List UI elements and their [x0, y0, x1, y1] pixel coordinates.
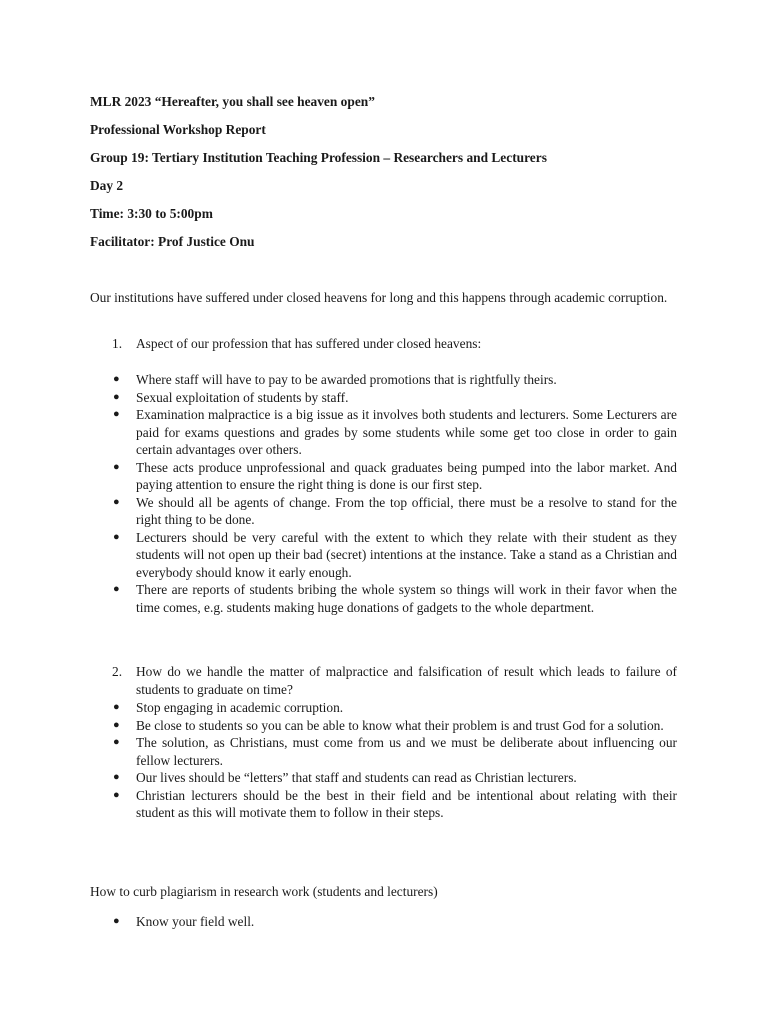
bullet-icon: ● — [113, 390, 120, 403]
bullet-icon: ● — [113, 788, 120, 801]
question-text: How do we handle the matter of malpractice and falsification of result which leads to failure of students to graduate on time? — [136, 664, 677, 697]
report-type: Professional Workshop Report — [90, 122, 266, 137]
intro-paragraph: Our institutions have suffered under closed heavens for long and this happens through academic corruption. — [90, 290, 668, 305]
list-item: ● The solution, as Christians, must come from us and we must be deliberate about influencing our fellow lecturers. — [113, 735, 677, 768]
section-1-question — [90, 335, 677, 353]
list-item: ● There are reports of students bribing the whole system so things will work in their favor when the time comes, e.g. students making huge donations of gadgets to the whole department. — [113, 582, 677, 615]
section-3-heading: How to curb plagiarism in research work (students and lecturers) — [90, 884, 438, 899]
list-item: ● Stop engaging in academic corruption. — [113, 700, 344, 715]
list-item: ● We should all be agents of change. From the top official, there must be a resolve to stand for the right thing to be done. — [113, 494, 677, 527]
bullet-icon: ● — [113, 771, 120, 783]
list-item: ● These acts produce unprofessional and quack graduates being pumped into the labor market. And paying attention to ensure the right thing is done is our first step. — [113, 459, 677, 492]
list-item: ● Be close to students so you can be able to know what their problem is and trust God for a solution. — [113, 717, 664, 733]
list-number: 1. — [112, 336, 123, 351]
section-3-bullets — [90, 913, 677, 931]
list-item: ● Our lives should be “letters” that staff and students can read as Christian lecturers. — [113, 770, 577, 785]
list-item: ● Examination malpractice is a big issue as it involves both students and lecturers. Some Lecturers are paid for exams questions and grades by some students while some get too close in order to gain certain advantages over others. — [113, 407, 677, 457]
time-label: Time: 3:30 to 5:00pm — [90, 206, 213, 221]
section-1-bullets — [90, 371, 677, 616]
list-number: 2. — [112, 664, 123, 679]
bullet-icon: ● — [113, 495, 120, 508]
list-item: ● Sexual exploitation of students by staff. — [113, 389, 349, 405]
list-item: ● Lecturers should be very careful with the extent to which they relate with their student as they students will not open up their bad (secret) intentions at the instance. Take a stand as a Christian and everybody should know it early enough. — [113, 529, 677, 580]
bullet-icon: ● — [113, 915, 120, 927]
bullet-icon: ● — [113, 718, 120, 731]
section-2-question — [90, 663, 677, 698]
bullet-icon: ● — [113, 701, 120, 713]
facilitator-label: Facilitator: Prof Justice Onu — [90, 234, 255, 249]
bullet-icon: ● — [113, 583, 120, 595]
list-item: ● Know your field well. — [113, 914, 255, 929]
group-title: Group 19: Tertiary Institution Teaching Profession – Researchers and Lecturers — [90, 150, 547, 165]
day-label: Day 2 — [90, 178, 124, 193]
report-header — [90, 92, 690, 260]
bullet-icon: ● — [113, 460, 120, 473]
question-text: Aspect of our profession that has suffered under closed heavens: — [136, 336, 482, 351]
bullet-icon: ● — [113, 736, 120, 748]
list-item: ● Christian lecturers should be the best in their field and be intentional about relating with their student as this will motivate them to follow in their steps. — [113, 787, 677, 820]
event-title: MLR 2023 “Hereafter, you shall see heaven open” — [90, 94, 375, 109]
bullet-icon: ● — [113, 530, 120, 543]
section-2-bullets — [90, 699, 677, 822]
bullet-icon: ● — [113, 373, 120, 385]
list-item: ● Where staff will have to pay to be awarded promotions that is rightfully theirs. — [113, 372, 557, 387]
bullet-icon: ● — [113, 408, 120, 420]
